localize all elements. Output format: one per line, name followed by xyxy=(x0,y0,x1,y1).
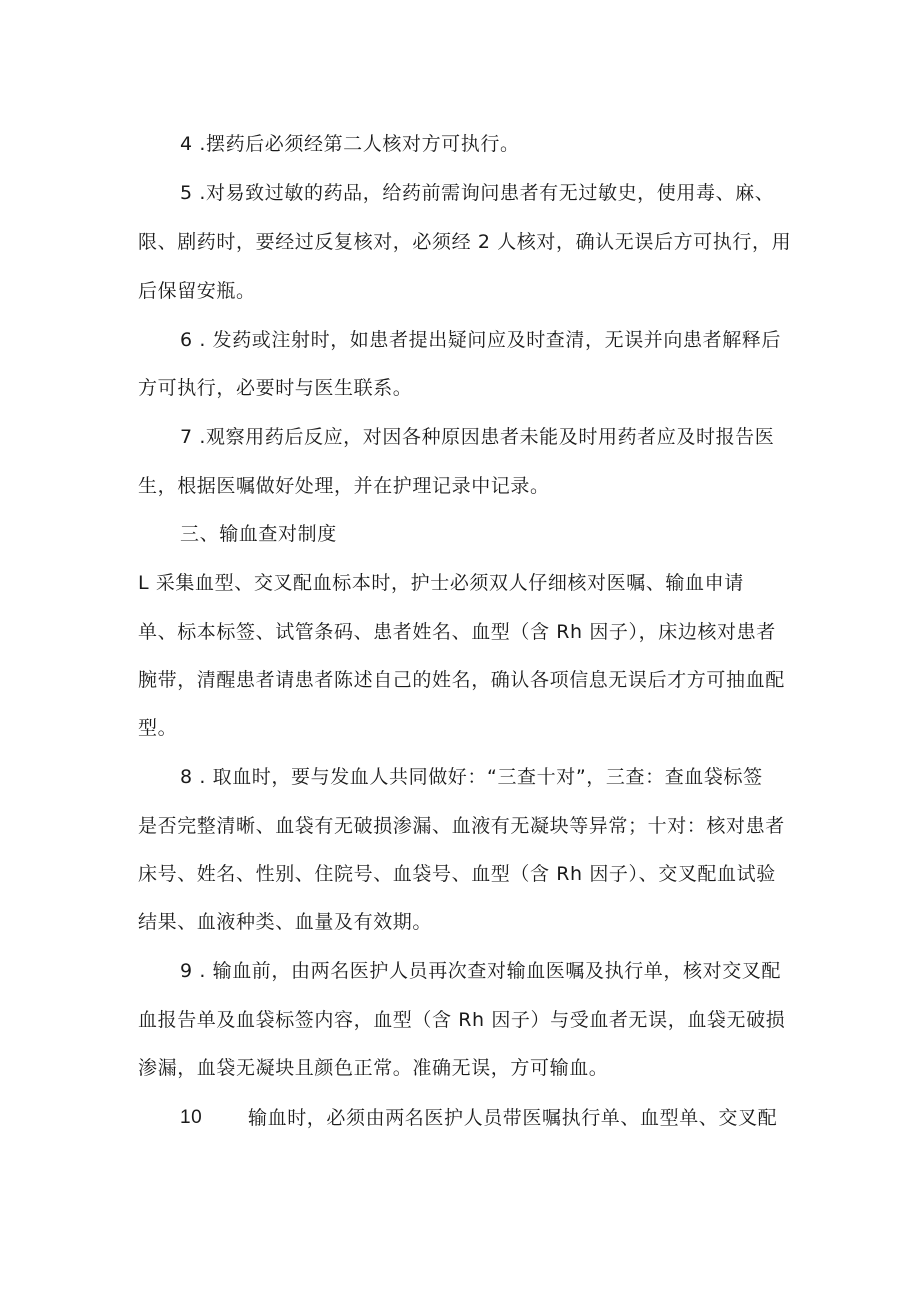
item-5-line-3: 后保留安瓶。 xyxy=(138,280,256,302)
item-l-line-2: 单、标本标签、试管条码、患者姓名、血型（含 Rh 因子），床边核对患者 xyxy=(138,621,776,643)
item-l-line-1: L 采集血型、交叉配血标本时，护士必须双人仔细核对医嘱、输血申请 xyxy=(138,572,744,594)
item-10-number: 10 xyxy=(180,1107,203,1128)
item-8-line-1: 8 . 取血时，要与发血人共同做好：“三查十对”，三查：查血袋标签 xyxy=(180,766,763,788)
item-9-line-1: 9 . 输血前，由两名医护人员再次查对输血医嘱及执行单，核对交叉配 xyxy=(180,960,782,982)
item-7-line-1: 7 .观察用药后反应，对因各种原因患者未能及时用药者应及时报告医 xyxy=(180,426,775,448)
item-8-line-4: 结果、血液种类、血量及有效期。 xyxy=(138,911,433,933)
section-heading: 三、输血查对制度 xyxy=(180,523,337,545)
item-8-line-3: 床号、姓名、性别、住院号、血袋号、血型（含 Rh 因子）、交叉配血试验 xyxy=(138,863,776,885)
item-9-line-2: 血报告单及血袋标签内容，血型（含 Rh 因子）与受血者无误，血袋无破损 xyxy=(138,1009,786,1031)
item-6-line-1: 6 . 发药或注射时，如患者提出疑问应及时查清，无误并向患者解释后 xyxy=(180,329,782,351)
item-4-line-1: 4 .摆药后必须经第二人核对方可执行。 xyxy=(180,133,520,155)
item-7-line-2: 生，根据医嘱做好处理，并在护理记录中记录。 xyxy=(138,475,550,497)
item-5-line-1: 5 .对易致过敏的药品，给药前需询问患者有无过敏史，使用毒、麻、 xyxy=(180,182,775,204)
item-l-line-3: 腕带，清醒患者请患者陈述自己的姓名，确认各项信息无误后才方可抽血配 xyxy=(138,669,785,691)
item-6-line-2: 方可执行，必要时与医生联系。 xyxy=(138,377,413,399)
item-9-line-3: 渗漏，血袋无凝块且颜色正常。准确无误，方可输血。 xyxy=(138,1057,609,1079)
item-5-line-2: 限、剧药时，要经过反复核对，必须经 2 人核对，确认无误后方可执行，用 xyxy=(138,231,792,253)
item-l-line-4: 型。 xyxy=(138,717,178,739)
item-10-line-1: 输血时，必须由两名医护人员带医嘱执行单、血型单、交叉配 xyxy=(248,1107,778,1129)
item-8-line-2: 是否完整清晰、血袋有无破损渗漏、血液有无凝块等异常；十对：核对患者 xyxy=(138,815,785,837)
